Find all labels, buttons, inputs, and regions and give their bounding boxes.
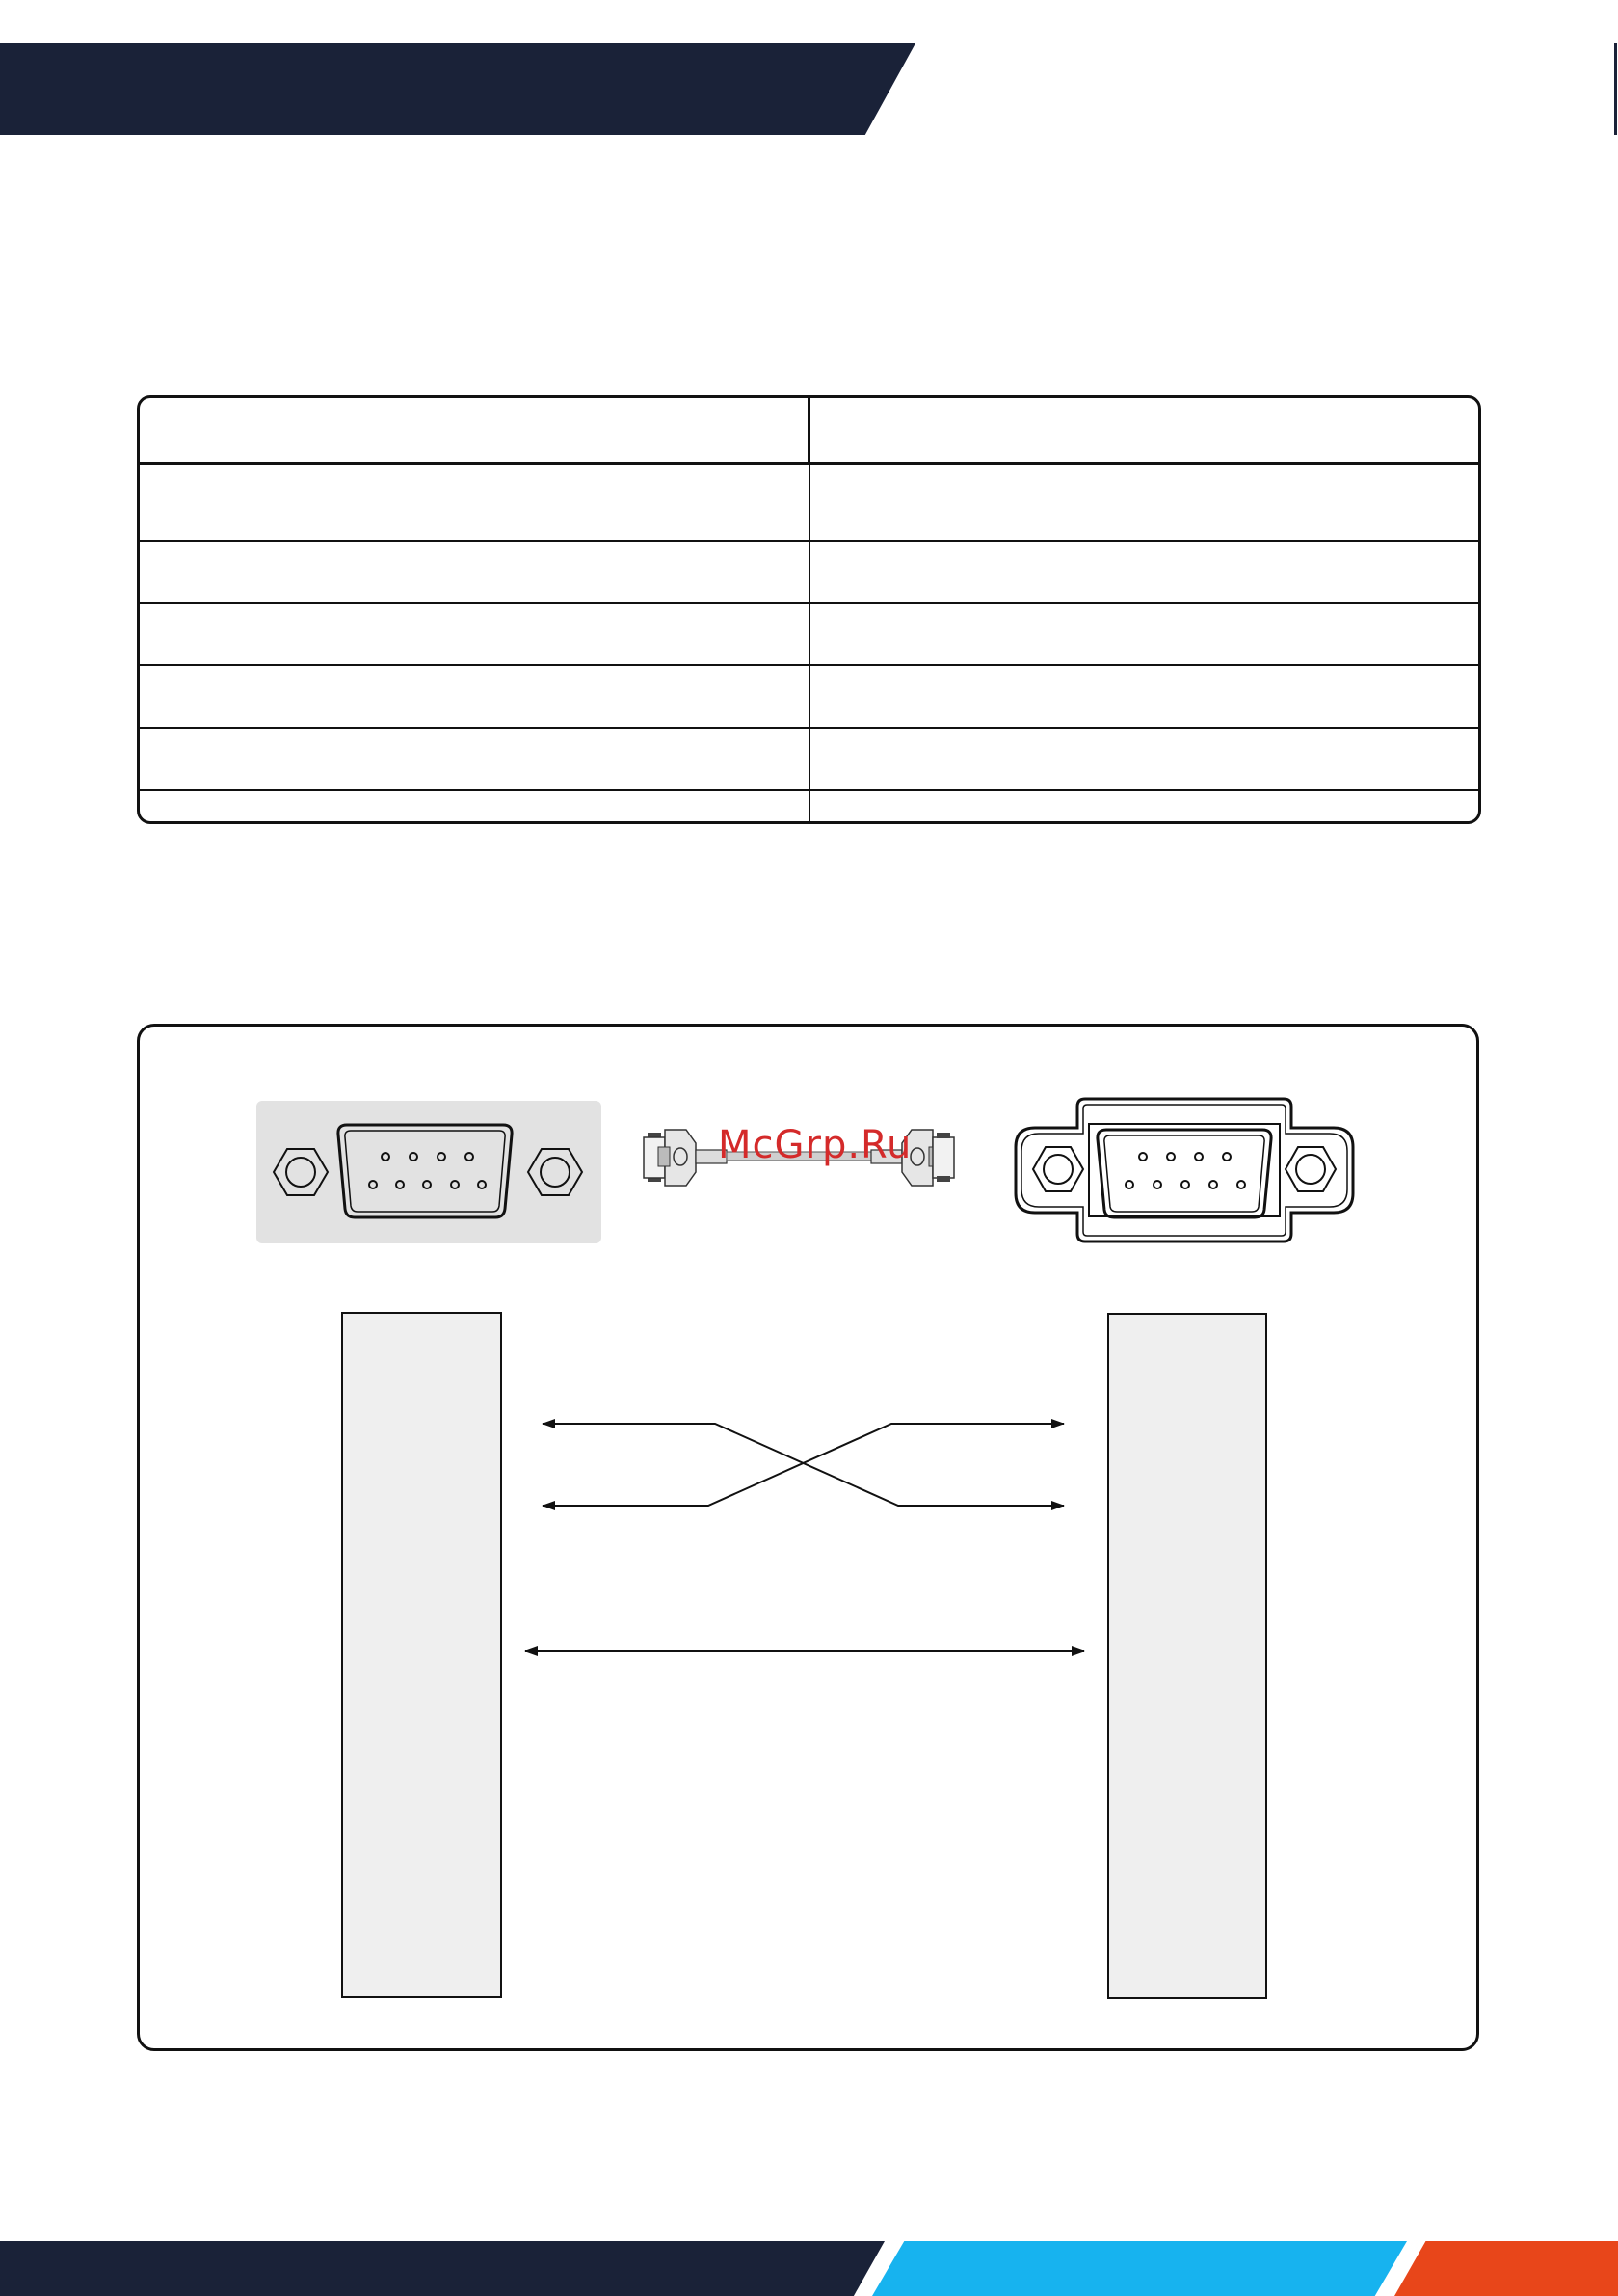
watermark: McGrp.Ru	[718, 1123, 913, 1167]
right-pin-block	[1108, 1314, 1266, 1998]
footer-bar-cyan	[872, 2241, 1407, 2296]
left-pin-block	[342, 1313, 501, 1997]
rx-tx-cross-wire	[543, 1424, 1064, 1506]
footer-bar-orange	[1394, 2241, 1618, 2296]
tx-rx-cross-wire	[543, 1424, 1064, 1506]
db9-port-icon	[1016, 1099, 1353, 1241]
footer-bar-dark	[0, 2241, 885, 2296]
db9-female-port-icon	[256, 1101, 601, 1243]
